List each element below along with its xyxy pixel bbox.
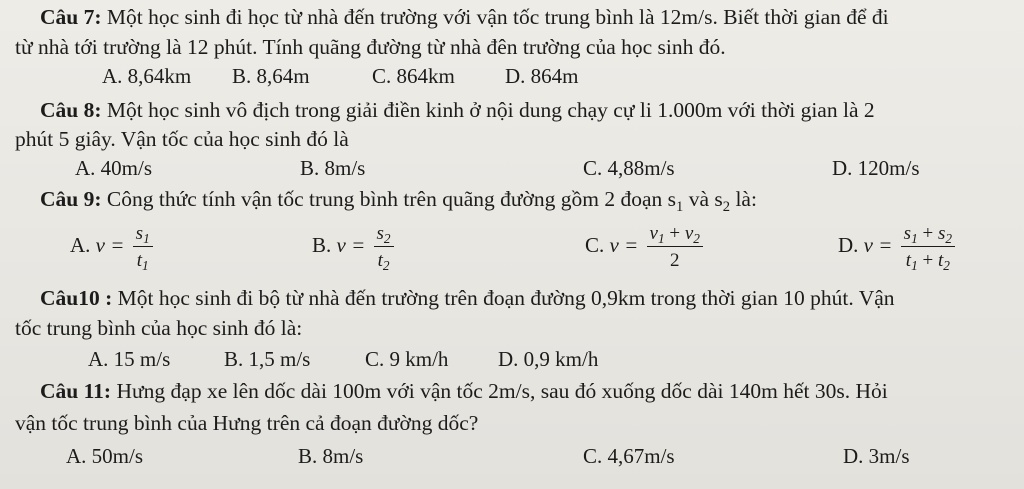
q9-d-num-plus: + [917,223,938,244]
q10-option-c: C. 9 km/h [365,347,449,371]
q9-b-lhs: v = [336,232,366,257]
q9-d-den-a-sub: 1 [911,257,918,273]
q8-label: Câu 8: [40,98,102,122]
q7-label: Câu 7: [40,5,102,29]
q10-line2: tốc trung bình của học sinh đó là: [15,316,303,340]
q9-c-num-a-sub: 1 [657,230,665,246]
q9-a-num-sub: 1 [143,230,150,246]
q9-d-den-b-sub: 2 [943,257,950,273]
q9-d-num-a: s [903,223,912,244]
q10-option-a: A. 15 m/s [88,347,171,371]
q9-mid: và s [683,187,723,211]
q7-option-d: D. 864m [505,64,579,88]
q9-c-den: 2 [669,250,680,271]
q8-text1: Một học sinh vô địch trong giải điền kinh ở nội dung chạy cự li 1.000m với thời gian là 2 [101,98,875,122]
q9-a-num: s [135,223,144,244]
q9-option-d [838,223,955,273]
q9-a-den-sub: 1 [142,257,149,273]
q7-line2: từ nhà tới trường là 12 phút. Tính quãng đường từ nhà đên trường của học sinh đó. [15,35,726,59]
q10-text1: Một học sinh đi bộ từ nhà đến trường trên đoạn đường 0,9km trong thời gian 10 phút. Vận [112,286,895,310]
q9-c-plus: + [664,223,685,244]
q8-line2: phút 5 giây. Vận tốc của học sinh đó là [15,127,349,151]
q9-c-lhs: v = [609,232,639,257]
q9-b-den: t [377,250,383,271]
q10-option-b: B. 1,5 m/s [224,347,311,371]
q7-option-c: C. 864km [372,64,455,88]
q9-c-num-a: v [649,223,658,244]
q9-line1 [40,186,757,215]
q9-a-letter: A. [70,232,91,257]
q7-text1: Một học sinh đi học từ nhà đến trường với vận tốc trung bình là 12m/s. Biết thời gian để đi [101,5,889,29]
q7-option-a: A. 8,64km [102,64,192,88]
q9-b-den-sub: 2 [382,257,390,273]
q9-c-num-b: v [684,223,694,244]
q11-label: Câu 11: [40,379,112,403]
q11-option-b: B. 8m/s [298,444,364,468]
q9-sub1: 1 [676,199,684,216]
q7-line1 [40,4,889,30]
q9-a-fraction [133,223,153,273]
q8-option-d: D. 120m/s [832,156,920,180]
q9-d-den-b: t [937,250,944,271]
q9-d-den-a: t [905,250,912,271]
q9-a-den: t [136,250,143,271]
q8-option-a: A. 40m/s [75,156,153,180]
q10-option-d: D. 0,9 km/h [498,347,599,371]
q9-b-fraction [374,223,394,273]
q10-line1 [40,285,895,311]
q8-option-b: B. 8m/s [300,156,366,180]
q9-c-num-b-sub: 2 [693,230,700,246]
q9-option-c [585,224,703,270]
q8-option-c: C. 4,88m/s [583,156,675,180]
q9-text1: Công thức tính vận tốc trung bình trên quãng đường gồm 2 đoạn s [101,187,677,211]
q9-b-letter: B. [312,232,332,257]
q9-label: Câu 9: [40,187,102,211]
q9-d-letter: D. [838,232,859,257]
q11-text1: Hưng đạp xe lên dốc dài 100m với vận tốc 2m/s, sau đó xuống dốc dài 140m hết 30s. Hỏi [111,379,888,403]
q9-d-den-plus: + [917,250,938,271]
q7-option-b: B. 8,64m [232,64,310,88]
q9-a-lhs: v = [95,232,125,257]
q9-option-b [312,223,394,273]
q11-line2: vận tốc trung bình của Hưng trên cả đoạn đường dốc? [15,411,479,435]
q11-line1 [40,378,888,404]
q9-d-num-b: s [937,223,946,244]
q9-d-lhs: v = [863,232,893,257]
q9-b-num-sub: 2 [383,230,391,246]
q11-option-d: D. 3m/s [843,444,910,468]
q9-d-fraction [901,223,955,273]
q10-label: Câu10 : [40,286,113,310]
q11-option-c: C. 4,67m/s [583,444,675,468]
q11-option-a: A. 50m/s [66,444,144,468]
q9-sub2: 2 [722,199,731,216]
q9-end: là: [730,187,757,211]
q9-d-num-a-sub: 1 [911,230,918,246]
q9-c-letter: C. [585,232,605,257]
q9-option-a [70,223,153,273]
q8-line1 [40,97,875,123]
q9-c-fraction [647,224,703,270]
q9-b-num: s [376,223,384,244]
q9-d-num-b-sub: 2 [945,230,953,246]
